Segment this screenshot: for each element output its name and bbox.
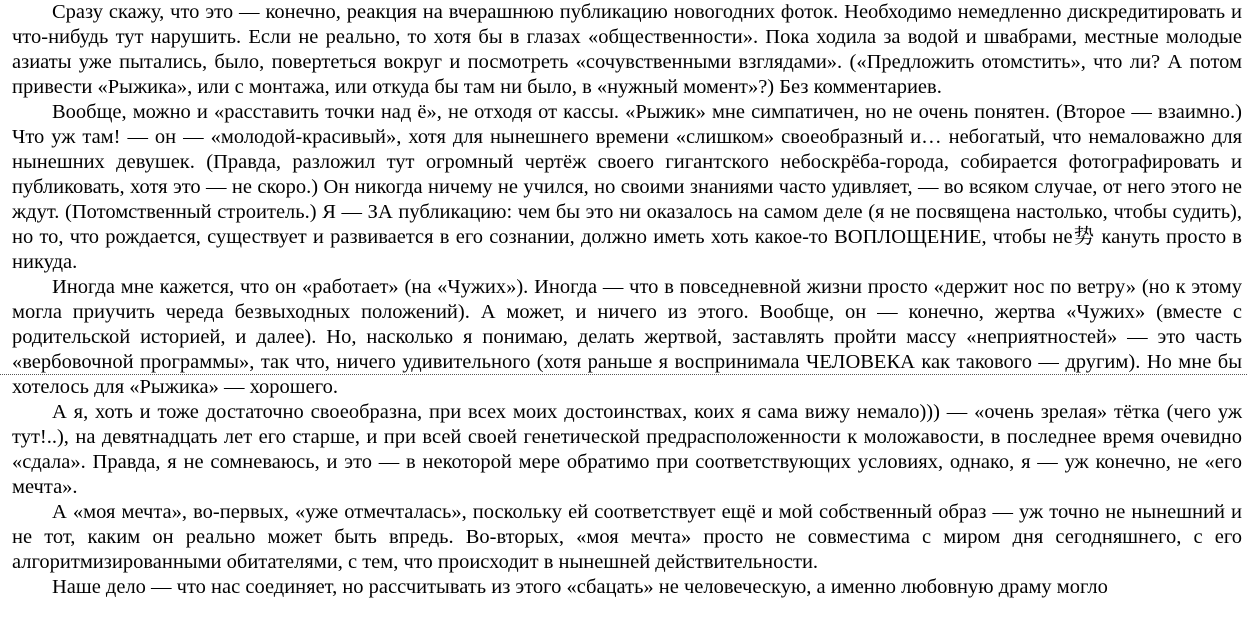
paragraph-6: Наше дело — что нас соединяет, но рассчитывать из этого «сбацать» не человеческую, а именно любовную драму могло [52, 576, 1108, 598]
paragraph-2: Вообще, можно и «расставить точки над ё», не отходя от кассы. «Рыжик» мне симпатичен, но не очень понятен. (Второе — взаимно.) Что уж там! — он — «молодой-красивый», хотя для нынешнего времени «слишком» своеобразный и… небогатый, что немаловажно для нынешних девушек. (Правда, разложил тут огромный чертёж своего гигантского небоскрёба-города, собирается фотографировать и публиковать, хотя это — не скоро.) Он никогда ничему не учился, но своими знаниями часто удивляет, — во всяком случае, от него этого не ждут. (Потомственный строитель.) Я — ЗА публикацию: чем бы это ни оказалось на самом деле (я не посвящена настолько, чтобы судить), но то, что рождается, существует и развивается в его сознании, должно иметь хоть какое-то ВОПЛОЩЕНИЕ, чтобы не势 кануть просто в никуда. [12, 101, 1242, 273]
page-break-divider [0, 374, 1247, 375]
paragraph-4: А я, хоть и тоже достаточно своеобразна, при всех моих достоинствах, коих я сама вижу немало))) — «очень зрелая» тётка (чего уж тут!..), на девятнадцать лет его старше, и при всей своей генетической предрасположенности к моложавости, в последнее время очевидно «сдала». Правда, я не сомневаюсь, и это — в некоторой мере обратимо при соответствующих условиях, однако, я — уж конечно, не «его мечта». [12, 401, 1242, 498]
paragraph-5: А «моя мечта», во-первых, «уже отмечталась», поскольку ей соответствует ещё и мой собственный образ — уж точно не нынешний и не тот, каким он реально может быть впредь. Во-вторых, «моя мечта» просто не совместима с миром дня сегодняшнего, с его алгоритмизированными обитателями, с тем, что происходит в нынешней действительности. [12, 501, 1242, 573]
document-text [12, 0, 1242, 600]
paragraph-1: Сразу скажу, что это — конечно, реакция на вчерашнюю публикацию новогодних фоток. Необходимо немедленно дискредитировать и что-нибудь тут нарушить. Если не реально, то хотя бы в глазах «общественности». Пока ходила за водой и швабрами, местные молодые азиаты уже пытались, было, повертеться вокруг и посмотреть «сочувственными взглядами». («Предложить отомстить», что ли? А потом привести «Рыжика», или с монтажа, или откуда бы там ни было, в «нужный момент»?) Без комментариев. [12, 1, 1242, 98]
paragraph-3: Иногда мне кажется, что он «работает» (на «Чужих»). Иногда — что в повседневной жизни просто «держит нос по ветру» (но к этому могла приучить череда безвыходных положений). А может, и ничего из этого. Вообще, он — конечно, жертва «Чужих» (вместе с родительской историей, и далее). Но, насколько я понимаю, делать жертвой, заставлять пройти массу «неприятностей» — это часть «вербовочной программы», так что, ничего удивительного (хотя раньше я воспринимала ЧЕЛОВЕКА как такового — другим). Но мне бы хотелось для «Рыжика» — хорошего. [12, 276, 1242, 398]
